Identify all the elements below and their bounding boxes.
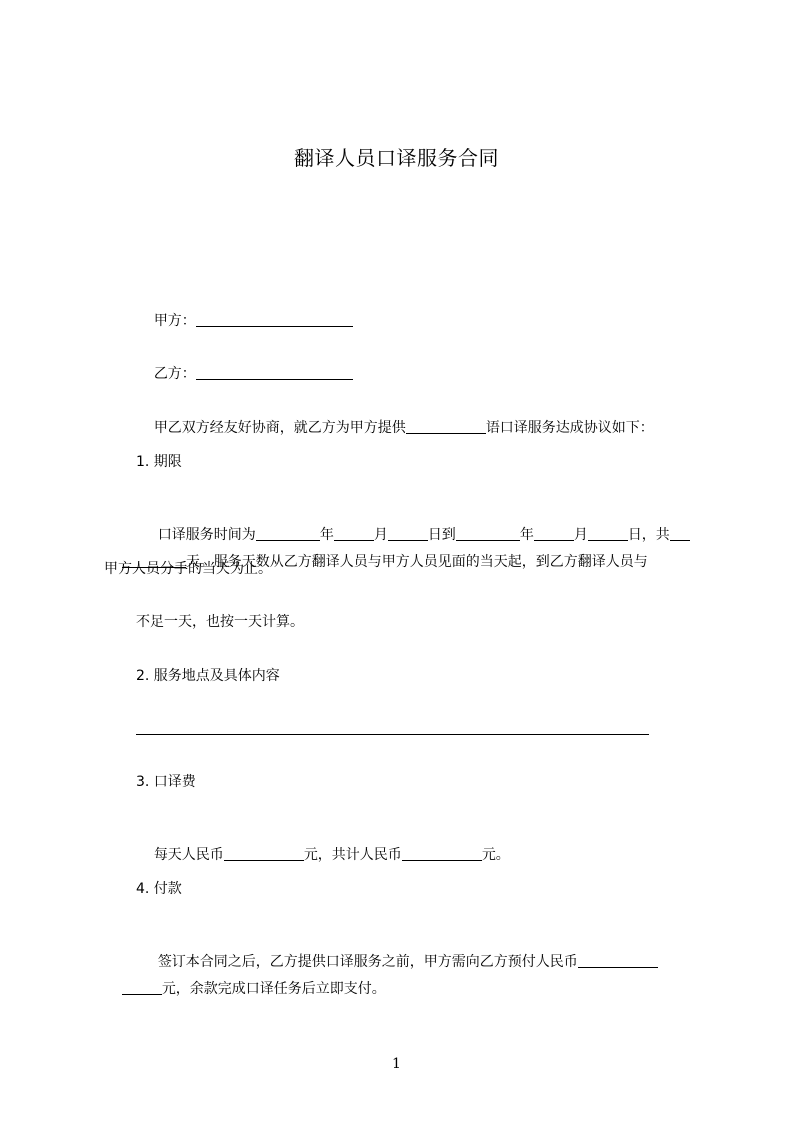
service-content-blank [136,734,649,735]
year-label-1: 年 [319,527,334,543]
daily-fee-label: 每天人民币 [153,847,224,863]
language-blank [406,418,486,434]
daily-fee-blank [224,845,304,861]
service-time-label: 口译服务时间为 [157,527,256,543]
section-1-heading: 1. 期限 [136,454,182,470]
page-number: 1 [392,1056,401,1072]
yuan-end-label: 元。 [481,847,510,863]
total-fee-label: 元，共计人民币 [303,847,402,863]
section-2-heading: 2. 服务地点及具体内容 [136,668,280,684]
balance-payment-text: 元，余款完成口译任务后立即支付。 [161,981,386,997]
section-4-heading: 4. 付款 [136,881,182,897]
section-1-line-3: 甲方人员分手的当天为止。 [104,561,272,577]
party-a-label: 甲方： [153,313,196,329]
section-3-heading: 3. 口译费 [136,774,196,790]
year-label-2: 年 [519,527,534,543]
total-fee-blank [402,845,482,861]
party-a-blank [196,311,353,327]
document-title: 翻译人员口译服务合同 [294,146,499,170]
party-b-label: 乙方： [153,366,196,382]
party-a-line [136,291,736,351]
party-b-blank [196,364,353,380]
section-4-line-2 [104,959,704,1019]
month-label-1: 月 [373,527,388,543]
party-b-line [136,344,736,404]
day-to-label: 日到 [427,527,456,543]
day-total-label: 日，共 [627,527,670,543]
section-3-fee-line [136,825,736,885]
month-label-2: 月 [573,527,588,543]
prepayment-text: 签订本合同之后，乙方提供口译服务之前，甲方需向乙方预付人民币 [157,954,578,970]
intro-before-text: 甲乙双方经友好协商，就乙方为甲方提供 [153,420,406,436]
prepayment-blank-end [122,979,162,995]
service-days-text: 天。服务天数从乙方翻译人员与甲方人员见面的当天起，到乙方翻译人员与 [185,554,648,570]
intro-paragraph [136,398,736,458]
intro-after-text: 语口译服务达成协议如下： [485,420,654,436]
section-1-note: 不足一天，也按一天计算。 [136,614,304,630]
